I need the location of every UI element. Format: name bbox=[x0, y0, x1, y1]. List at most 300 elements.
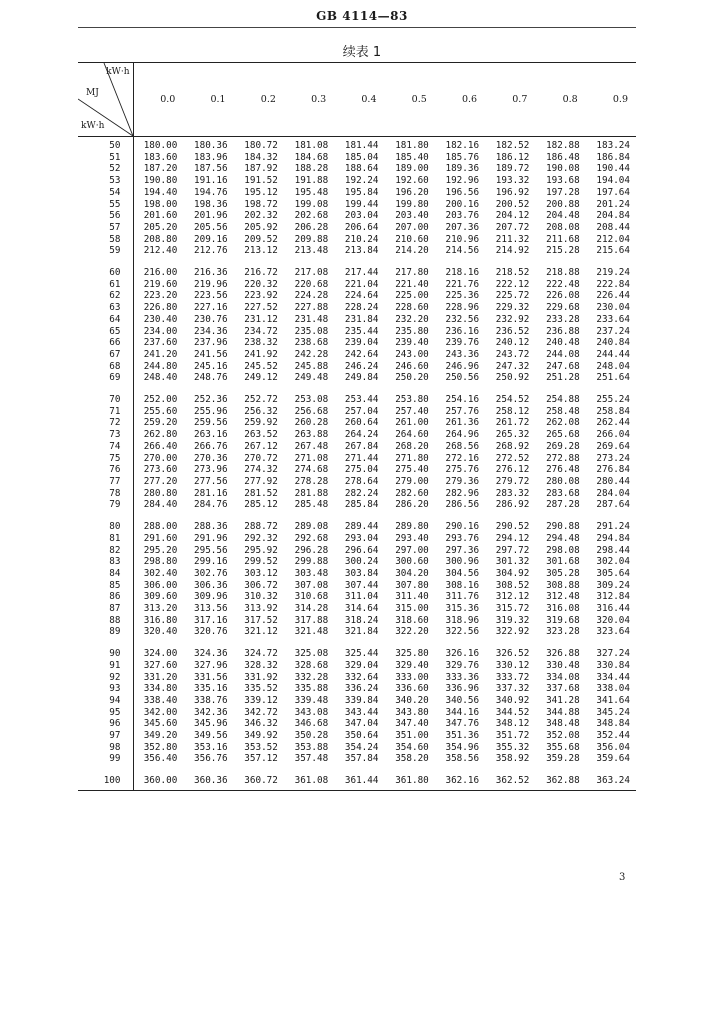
table-cell-mj: 187.56 bbox=[194, 163, 228, 175]
row-header-kwh: 87 bbox=[78, 603, 133, 615]
table-cell-mj: 243.72 bbox=[495, 348, 530, 360]
table-cell-mj: 279.36 bbox=[445, 475, 480, 487]
table-cell-mj: 237.96 bbox=[194, 337, 228, 349]
row-header-kwh: 63 bbox=[78, 302, 133, 314]
table-cell-mj: 321.12 bbox=[244, 626, 278, 638]
table-cell-mj: 218.16 bbox=[445, 267, 480, 279]
table-cell-mj: 244.44 bbox=[596, 348, 630, 360]
table-cell-mj: 289.80 bbox=[395, 521, 429, 533]
table-cell-mj: 210.96 bbox=[445, 233, 480, 245]
table-cell-mj: 246.96 bbox=[445, 360, 480, 372]
table-cell-mj: 281.16 bbox=[194, 487, 228, 499]
table-cell-mj: 208.80 bbox=[143, 233, 178, 245]
table-cell-mj: 199.80 bbox=[395, 198, 429, 210]
row-header-kwh: 58 bbox=[78, 234, 133, 246]
table-row bbox=[78, 476, 636, 488]
conversion-table bbox=[78, 62, 636, 791]
table-cell-mj: 271.80 bbox=[395, 452, 429, 464]
row-header-kwh: 59 bbox=[78, 245, 133, 257]
table-cell-mj: 189.00 bbox=[395, 163, 429, 175]
table-cell-mj: 326.88 bbox=[546, 648, 580, 660]
table-cell-mj: 336.24 bbox=[344, 683, 379, 695]
table-cell-mj: 216.36 bbox=[194, 267, 228, 279]
table-cell-mj: 241.92 bbox=[244, 348, 278, 360]
table-cell-mj: 342.36 bbox=[194, 706, 228, 718]
table-cell-mj: 359.64 bbox=[596, 753, 630, 765]
table-cell-mj: 225.00 bbox=[395, 290, 429, 302]
table-cell-mj: 294.48 bbox=[546, 532, 580, 544]
table-cell-mj: 203.76 bbox=[445, 210, 480, 222]
column-header: 0.3 bbox=[284, 63, 334, 137]
table-cell-mj: 239.76 bbox=[445, 337, 480, 349]
row-header-kwh: 91 bbox=[78, 660, 133, 672]
table-cell-mj: 324.36 bbox=[194, 648, 228, 660]
table-cell-mj: 358.92 bbox=[495, 753, 530, 765]
column-header: 0.4 bbox=[334, 63, 384, 137]
table-row bbox=[78, 152, 636, 164]
table-cell-mj: 255.24 bbox=[596, 394, 630, 406]
table-row bbox=[78, 453, 636, 465]
table-cell-mj: 331.56 bbox=[194, 671, 228, 683]
table-cell-mj: 349.92 bbox=[244, 730, 278, 742]
table-cell-mj: 361.44 bbox=[334, 765, 384, 790]
table-cell-mj: 285.48 bbox=[294, 499, 329, 511]
table-cell-mj: 196.92 bbox=[495, 186, 530, 198]
table-row bbox=[78, 441, 636, 453]
table-cell-mj: 205.92 bbox=[244, 221, 278, 233]
table-cell-mj: 301.68 bbox=[546, 556, 580, 568]
table-cell-mj: 327.60 bbox=[143, 659, 178, 671]
table-cell-mj: 291.96 bbox=[194, 532, 228, 544]
table-cell-mj: 334.08 bbox=[546, 671, 580, 683]
table-cell-mj: 189.36 bbox=[445, 163, 480, 175]
table-cell-mj: 253.44 bbox=[344, 394, 379, 406]
table-row bbox=[78, 349, 636, 361]
table-cell-mj: 197.64 bbox=[596, 186, 630, 198]
table-cell-mj: 220.32 bbox=[244, 278, 278, 290]
column-header: 0.0 bbox=[133, 63, 183, 137]
table-cell-mj: 261.36 bbox=[445, 417, 480, 429]
table-row bbox=[78, 615, 636, 627]
table-cell-mj: 297.72 bbox=[495, 544, 530, 556]
table-row bbox=[78, 326, 636, 338]
table-cell-mj: 257.40 bbox=[395, 405, 429, 417]
table-cell-mj: 242.28 bbox=[294, 348, 329, 360]
table-row bbox=[78, 163, 636, 175]
table-cell-mj: 200.52 bbox=[495, 198, 530, 210]
table-cell-mj: 348.84 bbox=[596, 718, 630, 730]
table-cell-mj: 181.08 bbox=[294, 140, 329, 151]
table-cell-mj: 297.36 bbox=[445, 544, 480, 556]
table-cell-mj: 210.60 bbox=[395, 233, 429, 245]
table-cell-mj: 343.44 bbox=[344, 706, 379, 718]
table-cell-mj: 235.44 bbox=[344, 325, 379, 337]
table-cell-mj: 361.80 bbox=[384, 765, 434, 790]
table-row bbox=[78, 372, 636, 384]
table-cell-mj: 310.32 bbox=[244, 591, 278, 603]
table-cell-mj: 191.16 bbox=[194, 175, 228, 187]
table-cell-mj: 323.64 bbox=[596, 626, 630, 638]
table-cell-mj: 195.84 bbox=[344, 186, 379, 198]
table-cell-mj: 273.96 bbox=[194, 464, 228, 476]
table-cell-mj: 188.28 bbox=[294, 163, 329, 175]
table-cell-mj: 353.16 bbox=[194, 741, 228, 753]
table-cell-mj: 257.76 bbox=[445, 405, 480, 417]
table-cell-mj: 240.84 bbox=[596, 337, 630, 349]
row-header-kwh: 97 bbox=[78, 730, 133, 742]
table-cell-mj: 273.24 bbox=[596, 452, 630, 464]
table-cell-mj: 338.04 bbox=[596, 683, 630, 695]
table-row bbox=[78, 660, 636, 672]
table-cell-mj: 248.04 bbox=[596, 360, 630, 372]
table-cell-mj: 336.60 bbox=[395, 683, 429, 695]
table-cell-mj: 185.40 bbox=[395, 151, 429, 163]
table-cell-mj: 349.56 bbox=[194, 730, 228, 742]
table-cell-mj: 230.76 bbox=[194, 313, 228, 325]
table-cell-mj: 196.56 bbox=[445, 186, 480, 198]
table-cell-mj: 307.08 bbox=[294, 579, 329, 591]
table-cell-mj: 360.72 bbox=[234, 765, 284, 790]
table-row bbox=[78, 672, 636, 684]
table-cell-mj: 234.36 bbox=[194, 325, 228, 337]
table-cell-mj: 211.68 bbox=[546, 233, 580, 245]
table-cell-mj: 254.16 bbox=[445, 394, 480, 406]
table-cell-mj: 212.40 bbox=[143, 245, 178, 257]
table-cell-mj: 358.20 bbox=[395, 753, 429, 765]
table-cell-mj: 329.04 bbox=[344, 659, 379, 671]
table-cell-mj: 312.84 bbox=[596, 591, 630, 603]
table-cell-mj: 249.48 bbox=[294, 372, 329, 384]
table-cell-mj: 318.60 bbox=[395, 614, 429, 626]
table-cell-mj: 213.12 bbox=[244, 245, 278, 257]
row-header-kwh: 89 bbox=[78, 626, 133, 638]
table-cell-mj: 219.24 bbox=[596, 267, 630, 279]
table-cell-mj: 255.60 bbox=[143, 405, 178, 417]
table-cell-mj: 284.04 bbox=[596, 487, 630, 499]
column-header: 0.7 bbox=[485, 63, 535, 137]
table-cell-mj: 332.64 bbox=[344, 671, 379, 683]
row-header-kwh: 68 bbox=[78, 361, 133, 373]
table-cell-mj: 224.28 bbox=[294, 290, 329, 302]
table-cell-mj: 229.68 bbox=[546, 302, 580, 314]
table-cell-mj: 192.96 bbox=[445, 175, 480, 187]
table-cell-mj: 306.00 bbox=[143, 579, 178, 591]
table-cell-mj: 298.80 bbox=[143, 556, 178, 568]
table-cell-mj: 203.04 bbox=[344, 210, 379, 222]
table-cell-mj: 320.76 bbox=[194, 626, 228, 638]
table-cell-mj: 238.68 bbox=[294, 337, 329, 349]
table-cell-mj: 263.88 bbox=[294, 429, 329, 441]
row-header-kwh: 81 bbox=[78, 533, 133, 545]
table-cell-mj: 327.96 bbox=[194, 659, 228, 671]
table-cell-mj: 258.48 bbox=[546, 405, 580, 417]
table-cell-mj: 276.48 bbox=[546, 464, 580, 476]
table-row bbox=[78, 603, 636, 615]
table-cell-mj: 191.88 bbox=[294, 175, 329, 187]
table-cell-mj: 261.00 bbox=[395, 417, 429, 429]
table-cell-mj: 346.68 bbox=[294, 718, 329, 730]
table-cell-mj: 256.32 bbox=[244, 405, 278, 417]
table-cell-mj: 285.12 bbox=[244, 499, 278, 511]
table-cell-mj: 341.28 bbox=[546, 694, 580, 706]
table-cell-mj: 181.80 bbox=[395, 140, 429, 151]
table-cell-mj: 326.16 bbox=[445, 648, 480, 660]
table-cell-mj: 299.16 bbox=[194, 556, 228, 568]
table-row bbox=[78, 199, 636, 211]
table-cell-mj: 303.48 bbox=[294, 567, 329, 579]
table-cell-mj: 289.08 bbox=[294, 521, 329, 533]
table-cell-mj: 321.84 bbox=[344, 626, 379, 638]
table-cell-mj: 223.56 bbox=[194, 290, 228, 302]
row-header-kwh: 50 bbox=[78, 137, 133, 152]
table-cell-mj: 342.72 bbox=[244, 706, 278, 718]
table-cell-mj: 325.08 bbox=[294, 648, 329, 660]
table-row bbox=[78, 638, 636, 660]
table-row bbox=[78, 429, 636, 441]
table-cell-mj: 303.84 bbox=[344, 567, 379, 579]
table-cell-mj: 198.72 bbox=[244, 198, 278, 210]
table-row bbox=[78, 568, 636, 580]
table-cell-mj: 204.48 bbox=[546, 210, 580, 222]
row-header-kwh: 86 bbox=[78, 591, 133, 603]
table-row bbox=[78, 718, 636, 730]
table-cell-mj: 356.76 bbox=[194, 753, 228, 765]
corner-label-mj: MJ bbox=[86, 88, 99, 98]
table-row bbox=[78, 533, 636, 545]
table-cell-mj: 235.08 bbox=[294, 325, 329, 337]
table-cell-mj: 272.52 bbox=[495, 452, 530, 464]
table-cell-mj: 325.80 bbox=[395, 648, 429, 660]
table-cell-mj: 184.68 bbox=[294, 151, 329, 163]
table-cell-mj: 202.68 bbox=[294, 210, 329, 222]
table-cell-mj: 206.64 bbox=[344, 221, 379, 233]
table-cell-mj: 300.24 bbox=[344, 556, 379, 568]
table-cell-mj: 354.24 bbox=[344, 741, 379, 753]
table-cell-mj: 240.12 bbox=[495, 337, 530, 349]
table-cell-mj: 233.28 bbox=[546, 313, 580, 325]
table-cell-mj: 337.68 bbox=[546, 683, 580, 695]
table-cell-mj: 319.68 bbox=[546, 614, 580, 626]
table-cell-mj: 316.80 bbox=[143, 614, 178, 626]
row-header-kwh: 78 bbox=[78, 488, 133, 500]
table-cell-mj: 314.28 bbox=[294, 603, 329, 615]
table-cell-mj: 278.64 bbox=[344, 475, 379, 487]
table-cell-mj: 275.76 bbox=[445, 464, 480, 476]
table-cell-mj: 316.08 bbox=[546, 603, 580, 615]
table-cell-mj: 345.96 bbox=[194, 718, 228, 730]
table-cell-mj: 303.12 bbox=[244, 567, 278, 579]
table-cell-mj: 339.48 bbox=[294, 694, 329, 706]
row-header-kwh: 55 bbox=[78, 199, 133, 211]
table-cell-mj: 344.16 bbox=[445, 706, 480, 718]
table-cell-mj: 212.04 bbox=[596, 233, 630, 245]
row-header-kwh: 96 bbox=[78, 718, 133, 730]
table-cell-mj: 266.76 bbox=[194, 440, 228, 452]
table-cell-mj: 201.96 bbox=[194, 210, 228, 222]
table-cell-mj: 246.24 bbox=[344, 360, 379, 372]
table-cell-mj: 304.92 bbox=[495, 567, 530, 579]
table-cell-mj: 199.08 bbox=[294, 198, 329, 210]
table-row bbox=[78, 683, 636, 695]
table-cell-mj: 209.52 bbox=[244, 233, 278, 245]
corner-label-bottom: kW·h bbox=[81, 121, 105, 131]
table-cell-mj: 260.64 bbox=[344, 417, 379, 429]
table-cell-mj: 228.60 bbox=[395, 302, 429, 314]
table-cell-mj: 259.56 bbox=[194, 417, 228, 429]
table-cell-mj: 280.08 bbox=[546, 475, 580, 487]
table-cell-mj: 198.00 bbox=[143, 198, 178, 210]
table-cell-mj: 266.40 bbox=[143, 440, 178, 452]
table-cell-mj: 308.88 bbox=[546, 579, 580, 591]
table-cell-mj: 299.52 bbox=[244, 556, 278, 568]
row-header-kwh: 71 bbox=[78, 406, 133, 418]
table-row bbox=[78, 175, 636, 187]
table-cell-mj: 217.80 bbox=[395, 267, 429, 279]
table-cell-mj: 353.88 bbox=[294, 741, 329, 753]
table-cell-mj: 349.20 bbox=[143, 730, 178, 742]
corner-label-top: kW·h bbox=[106, 67, 130, 77]
table-cell-mj: 225.36 bbox=[445, 290, 480, 302]
table-cell-mj: 270.36 bbox=[194, 452, 228, 464]
table-row bbox=[78, 580, 636, 592]
table-cell-mj: 234.72 bbox=[244, 325, 278, 337]
table-cell-mj: 189.72 bbox=[495, 163, 530, 175]
table-cell-mj: 232.92 bbox=[495, 313, 530, 325]
table-cell-mj: 180.00 bbox=[143, 140, 178, 151]
table-cell-mj: 254.52 bbox=[495, 394, 530, 406]
table-cell-mj: 254.88 bbox=[546, 394, 580, 406]
column-header: 0.6 bbox=[435, 63, 485, 137]
table-cell-mj: 357.12 bbox=[244, 753, 278, 765]
table-cell-mj: 297.00 bbox=[395, 544, 429, 556]
table-row bbox=[78, 361, 636, 373]
table-cell-mj: 284.76 bbox=[194, 499, 228, 511]
table-cell-mj: 221.76 bbox=[445, 278, 480, 290]
table-cell-mj: 290.16 bbox=[445, 521, 480, 533]
table-cell-mj: 326.52 bbox=[495, 648, 530, 660]
table-cell-mj: 302.04 bbox=[596, 556, 630, 568]
table-cell-mj: 309.96 bbox=[194, 591, 228, 603]
table-cell-mj: 285.84 bbox=[344, 499, 379, 511]
table-cell-mj: 332.28 bbox=[294, 671, 329, 683]
table-cell-mj: 283.32 bbox=[495, 487, 530, 499]
table-cell-mj: 309.24 bbox=[596, 579, 630, 591]
table-cell-mj: 338.76 bbox=[194, 694, 228, 706]
table-cell-mj: 264.60 bbox=[395, 429, 429, 441]
row-header-kwh: 77 bbox=[78, 476, 133, 488]
table-cell-mj: 230.04 bbox=[596, 302, 630, 314]
table-cell-mj: 330.12 bbox=[495, 659, 530, 671]
table-cell-mj: 289.44 bbox=[344, 521, 379, 533]
table-cell-mj: 215.64 bbox=[596, 245, 630, 257]
table-cell-mj: 184.32 bbox=[244, 151, 278, 163]
table-cell-mj: 288.00 bbox=[143, 521, 178, 533]
column-header: 0.9 bbox=[586, 63, 636, 137]
table-cell-mj: 331.92 bbox=[244, 671, 278, 683]
table-cell-mj: 245.16 bbox=[194, 360, 228, 372]
table-cell-mj: 305.28 bbox=[546, 567, 580, 579]
row-header-kwh: 92 bbox=[78, 672, 133, 684]
table-cell-mj: 209.16 bbox=[194, 233, 228, 245]
table-cell-mj: 317.88 bbox=[294, 614, 329, 626]
row-header-kwh: 56 bbox=[78, 210, 133, 222]
row-header-kwh: 53 bbox=[78, 175, 133, 187]
row-header-kwh: 95 bbox=[78, 707, 133, 719]
table-cell-mj: 207.72 bbox=[495, 221, 530, 233]
table-cell-mj: 260.28 bbox=[294, 417, 329, 429]
table-cell-mj: 347.76 bbox=[445, 718, 480, 730]
table-body bbox=[78, 137, 636, 791]
table-cell-mj: 218.52 bbox=[495, 267, 530, 279]
table-cell-mj: 296.28 bbox=[294, 544, 329, 556]
table-cell-mj: 358.56 bbox=[445, 753, 480, 765]
table-cell-mj: 306.72 bbox=[244, 579, 278, 591]
table-cell-mj: 341.64 bbox=[596, 694, 630, 706]
row-header-kwh: 51 bbox=[78, 152, 133, 164]
table-cell-mj: 229.32 bbox=[495, 302, 530, 314]
table-cell-mj: 322.20 bbox=[395, 626, 429, 638]
table-cell-mj: 199.44 bbox=[344, 198, 379, 210]
table-cell-mj: 186.12 bbox=[495, 151, 530, 163]
table-cell-mj: 238.32 bbox=[244, 337, 278, 349]
table-cell-mj: 214.56 bbox=[445, 245, 480, 257]
table-cell-mj: 208.44 bbox=[596, 221, 630, 233]
table-cell-mj: 201.24 bbox=[596, 198, 630, 210]
row-header-kwh: 80 bbox=[78, 511, 133, 533]
table-cell-mj: 207.00 bbox=[395, 221, 429, 233]
table-cell-mj: 290.88 bbox=[546, 521, 580, 533]
table-cell-mj: 202.32 bbox=[244, 210, 278, 222]
table-row bbox=[78, 279, 636, 291]
table-cell-mj: 201.60 bbox=[143, 210, 178, 222]
table-cell-mj: 320.04 bbox=[596, 614, 630, 626]
row-header-kwh: 62 bbox=[78, 290, 133, 302]
table-cell-mj: 239.40 bbox=[395, 337, 429, 349]
page-number: 3 bbox=[619, 872, 626, 883]
table-cell-mj: 340.56 bbox=[445, 694, 480, 706]
table-cell-mj: 253.08 bbox=[294, 394, 329, 406]
table-cell-mj: 300.60 bbox=[395, 556, 429, 568]
table-cell-mj: 351.72 bbox=[495, 730, 530, 742]
table-cell-mj: 227.16 bbox=[194, 302, 228, 314]
table-cell-mj: 339.12 bbox=[244, 694, 278, 706]
table-cell-mj: 286.56 bbox=[445, 499, 480, 511]
table-cell-mj: 219.60 bbox=[143, 278, 178, 290]
table-cell-mj: 277.20 bbox=[143, 475, 178, 487]
row-header-kwh: 69 bbox=[78, 372, 133, 384]
table-cell-mj: 318.96 bbox=[445, 614, 480, 626]
row-header-kwh: 64 bbox=[78, 314, 133, 326]
table-cell-mj: 258.84 bbox=[596, 405, 630, 417]
table-cell-mj: 302.76 bbox=[194, 567, 228, 579]
table-row bbox=[78, 137, 636, 152]
table-cell-mj: 241.20 bbox=[143, 348, 178, 360]
table-cell-mj: 263.52 bbox=[244, 429, 278, 441]
table-row bbox=[78, 417, 636, 429]
row-header-kwh: 65 bbox=[78, 326, 133, 338]
table-cell-mj: 222.84 bbox=[596, 278, 630, 290]
table-cell-mj: 265.32 bbox=[495, 429, 530, 441]
table-cell-mj: 334.44 bbox=[596, 671, 630, 683]
table-cell-mj: 276.12 bbox=[495, 464, 530, 476]
table-cell-mj: 315.00 bbox=[395, 603, 429, 615]
table-cell-mj: 309.60 bbox=[143, 591, 178, 603]
table-cell-mj: 321.48 bbox=[294, 626, 329, 638]
table-cell-mj: 267.12 bbox=[244, 440, 278, 452]
table-cell-mj: 354.96 bbox=[445, 741, 480, 753]
table-row bbox=[78, 245, 636, 257]
row-header-kwh: 73 bbox=[78, 429, 133, 441]
